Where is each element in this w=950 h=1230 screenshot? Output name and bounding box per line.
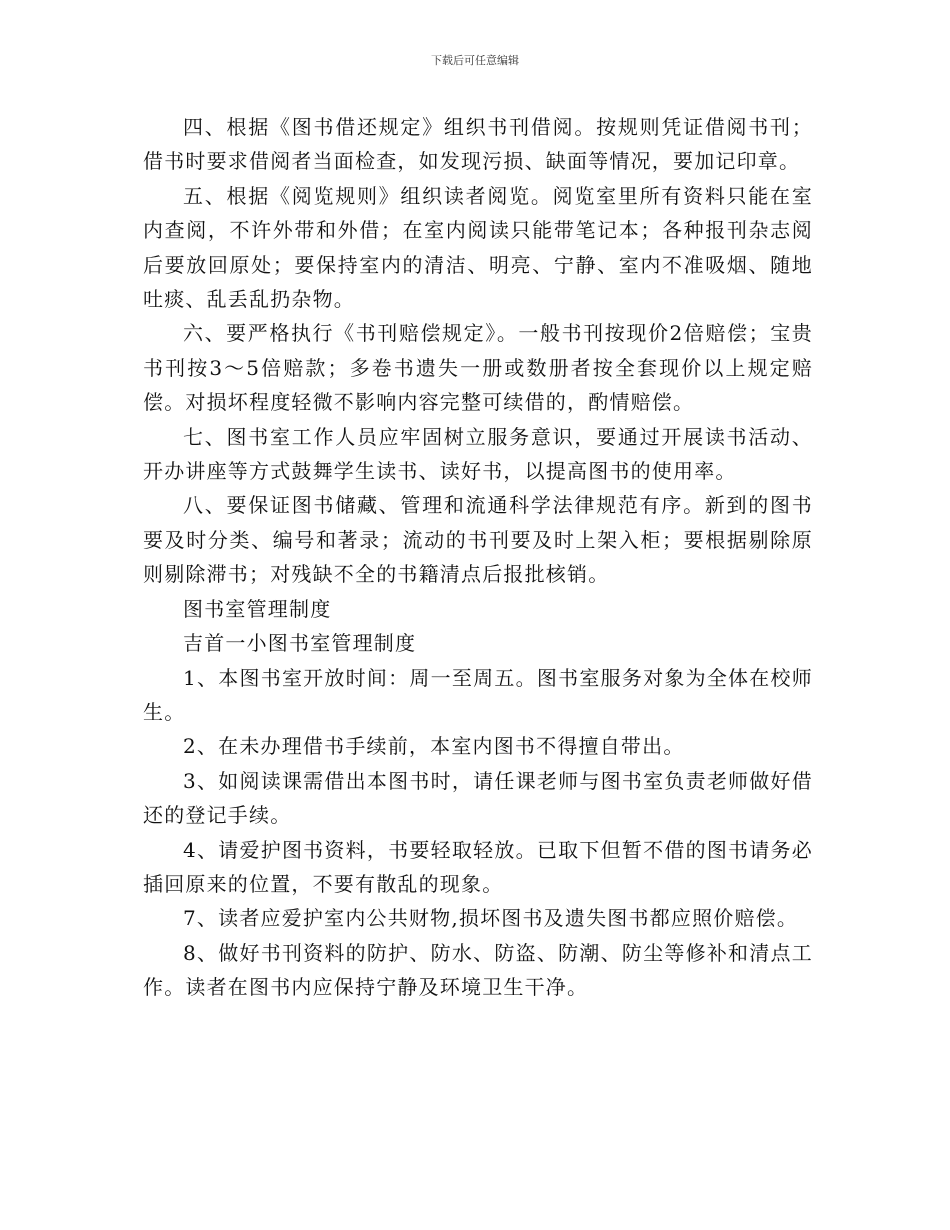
- paragraph-rule-7: 七、图书室工作人员应牢固树立服务意识，要通过开展读书活动、开办讲座等方式鼓舞学生读书、读好书，以提高图书的使用率。: [143, 424, 813, 484]
- paragraph-item-7: 7、读者应爱护室内公共财物,损坏图书及遗失图书都应照价赔偿。: [183, 906, 799, 931]
- paragraph-item-8: 8、做好书刊资料的防护、防水、防盗、防潮、防尘等修补和清点工作。读者在图书内应保持宁静及环境卫生干净。: [143, 940, 813, 1000]
- paragraph-rule-6: 六、要严格执行《书刊赔偿规定》。一般书刊按现价2倍赔偿；宝贵书刊按3～5倍赔款；多卷书遗失一册或数册者按全套现价以上规定赔偿。对损坏程度轻微不影响内容完整可续借的，酌情赔偿。: [143, 321, 813, 415]
- paragraph-rule-8: 八、要保证图书储藏、管理和流通科学法律规范有序。新到的图书要及时分类、编号和著录；流动的书刊要及时上架入柜；要根据剔除原则剔除滞书；对残缺不全的书籍清点后报批核销。: [143, 493, 813, 587]
- paragraph-item-3: 3、如阅读课需借出本图书时，请任课老师与图书室负责老师做好借还的登记手续。: [143, 768, 813, 828]
- section-subtitle: 吉首一小图书室管理制度: [183, 631, 417, 656]
- section-title: 图书室管理制度: [183, 596, 332, 621]
- paragraph-rule-5: 五、根据《阅览规则》组织读者阅览。阅览室里所有资料只能在室内查阅，不许外带和外借；在室内阅读只能带笔记本；各种报刊杂志阅后要放回原处；要保持室内的清洁、明亮、宁静、室内不准吸烟、随地吐痰、乱丢乱扔杂物。: [143, 183, 813, 312]
- page-header: 下载后可任意编辑: [431, 54, 519, 67]
- paragraph-item-4: 4、请爱护图书资料，书要轻取轻放。已取下但暂不借的图书请务必插回原来的位置，不要有散乱的现象。: [143, 837, 813, 896]
- paragraph-item-1: 1、本图书室开放时间：周一至周五。图书室服务对象为全体在校师生。: [143, 665, 813, 724]
- paragraph-rule-4: 四、根据《图书借还规定》组织书刊借阅。按规则凭证借阅书刊；借书时要求借阅者当面检查，如发现污损、缺面等情况，要加记印章。: [143, 115, 813, 174]
- document-body: [143, 110, 813, 1005]
- paragraph-item-2: 2、在未办理借书手续前，本室内图书不得擅自带出。: [183, 734, 685, 759]
